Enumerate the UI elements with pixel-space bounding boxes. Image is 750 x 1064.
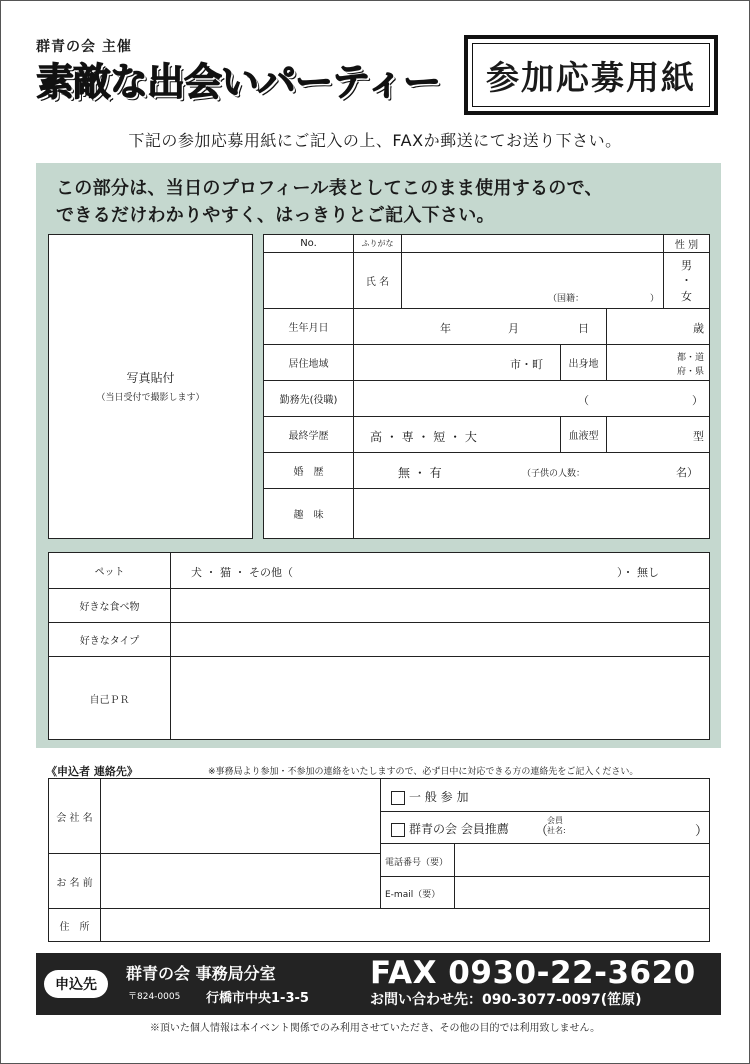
- pet-options-end: ）・ 無し: [617, 566, 659, 579]
- birthplace-label: 出身地: [560, 344, 607, 381]
- footer-bar: [36, 953, 721, 1015]
- blood-type-label: 血液型: [560, 416, 607, 453]
- privacy-note: ※頂いた個人情報は本イベント関係でのみ利用させていただき、その他の目的では利用致しません。: [149, 1023, 601, 1034]
- general-checkbox[interactable]: [391, 791, 405, 805]
- photo-sub-label: （当日受付で撮影します）: [96, 393, 205, 403]
- birthdate-field[interactable]: [353, 308, 607, 345]
- blood-type-field[interactable]: [606, 416, 710, 453]
- marriage-options: 無 ・ 有: [398, 466, 442, 480]
- nationality-label: （国籍：: [548, 294, 585, 304]
- birthplace-field[interactable]: [606, 344, 710, 381]
- name-label: 氏 名: [353, 252, 402, 309]
- member-referral-label: 群青の会 会員推薦: [409, 822, 509, 836]
- profile-notice: [56, 175, 603, 229]
- hobby-field[interactable]: [353, 488, 710, 539]
- general-participation-option[interactable]: [380, 778, 710, 812]
- age-unit: 歳: [693, 322, 704, 335]
- fax-number: FAX 0930-22-3620: [370, 955, 696, 991]
- apply-to-badge: 申込先: [44, 970, 108, 998]
- residence-field[interactable]: [353, 344, 561, 381]
- birthdate-label: 生年月日: [263, 308, 354, 345]
- pref-unit-2: 府・県: [677, 367, 705, 377]
- gender-separator: ・: [681, 274, 692, 287]
- office-address: 行橋市中央1-3-5: [206, 991, 309, 1006]
- workplace-label: 勤務先(役職): [263, 380, 354, 417]
- inquiry-phone: お問い合わせ先：090-3077-0097(笹原): [370, 992, 642, 1008]
- city-town-unit: 市・町: [510, 358, 543, 371]
- self-pr-field[interactable]: [170, 656, 710, 740]
- gender-label: 性 別: [663, 234, 710, 253]
- pet-label: ペット: [48, 552, 171, 589]
- no-label: No.: [263, 234, 354, 253]
- gender-female[interactable]: 女: [681, 290, 692, 303]
- organizer-label: 群青の会 主催: [36, 39, 132, 55]
- education-options: 高 ・ 専 ・ 短 ・ 大: [370, 430, 477, 444]
- email-field[interactable]: [454, 876, 710, 909]
- address-label: 住 所: [48, 908, 101, 942]
- postal-code: 〒824-0005: [128, 992, 181, 1002]
- education-label: 最終学歴: [263, 416, 354, 453]
- email-label: E-mail（要）: [385, 890, 441, 900]
- education-field[interactable]: [353, 416, 561, 453]
- marriage-label: 婚 歴: [263, 452, 354, 489]
- gender-field[interactable]: [663, 252, 710, 309]
- company-label: 会 社 名: [48, 778, 101, 854]
- nationality-close: ）: [650, 294, 660, 304]
- position-paren-close: ）: [692, 394, 703, 407]
- furigana-field[interactable]: [401, 234, 664, 253]
- photo-label: 写真貼付: [126, 371, 175, 385]
- member-company-label-2: 社名:: [547, 826, 566, 835]
- instruction-text: 下記の参加応募用紙にご記入の上、FAXか郵送にてお送り下さい。: [128, 131, 622, 150]
- residence-label: 居住地域: [263, 344, 354, 381]
- office-name: 群青の会 事務局分室: [126, 964, 276, 983]
- favorite-food-label: 好きな食べ物: [48, 588, 171, 623]
- month-unit: 月: [508, 322, 519, 335]
- furigana-label: ふりがな: [353, 234, 402, 253]
- applicant-name-field[interactable]: [100, 853, 381, 909]
- blood-type-unit: 型: [693, 430, 704, 443]
- photo-area: [48, 234, 253, 539]
- phone-label: 電話番号（要）: [385, 858, 449, 868]
- address-field[interactable]: [100, 908, 710, 942]
- member-company-label-1: 会員: [547, 816, 563, 825]
- marriage-field[interactable]: [353, 452, 710, 489]
- event-title: 素敵な出会いパーティー: [36, 60, 440, 104]
- member-paren-close: ）: [695, 824, 709, 839]
- children-unit: 名）: [676, 466, 698, 479]
- phone-label-cell: [380, 843, 455, 877]
- email-label-cell: [380, 876, 455, 909]
- pref-unit-1: 都・道: [677, 353, 705, 363]
- member-referral-option[interactable]: [380, 811, 710, 844]
- member-paren-open: （: [535, 824, 549, 839]
- year-unit: 年: [440, 322, 451, 335]
- member-checkbox[interactable]: [391, 823, 405, 837]
- workplace-field[interactable]: [353, 380, 710, 417]
- company-field[interactable]: [100, 778, 381, 854]
- day-unit: 日: [578, 322, 589, 335]
- pet-field[interactable]: [170, 552, 710, 589]
- phone-field[interactable]: [454, 843, 710, 877]
- general-participation-label: 一 般 参 加: [409, 790, 469, 804]
- favorite-type-field[interactable]: [170, 622, 710, 657]
- favorite-type-label: 好きなタイプ: [48, 622, 171, 657]
- form-title-box: [464, 35, 718, 115]
- contact-heading: 《申込者 連絡先》: [46, 765, 138, 778]
- contact-note: ※事務局より参加・不参加の連絡をいたしますので、必ず日中に対応できる方の連絡先をご記入ください。: [208, 767, 639, 777]
- children-label: （子供の人数：: [522, 469, 586, 479]
- notice-line-1: この部分は、当日のプロフィール表としてこのまま使用するので、: [56, 178, 603, 199]
- self-pr-label: 自己ＰＲ: [48, 656, 171, 740]
- pet-options: 犬 ・ 猫 ・ その他（: [191, 566, 293, 579]
- name-field[interactable]: [401, 252, 664, 309]
- applicant-name-label: お 名 前: [48, 853, 101, 909]
- position-paren-open: （: [578, 394, 589, 407]
- age-field[interactable]: [606, 308, 710, 345]
- gender-male[interactable]: 男: [681, 259, 692, 272]
- form-title: 参加応募用紙: [472, 43, 710, 107]
- notice-line-2: できるだけわかりやすく、はっきりとご記入下さい。: [56, 205, 495, 226]
- favorite-food-field[interactable]: [170, 588, 710, 623]
- no-field[interactable]: [263, 252, 354, 309]
- hobby-label: 趣 味: [263, 488, 354, 539]
